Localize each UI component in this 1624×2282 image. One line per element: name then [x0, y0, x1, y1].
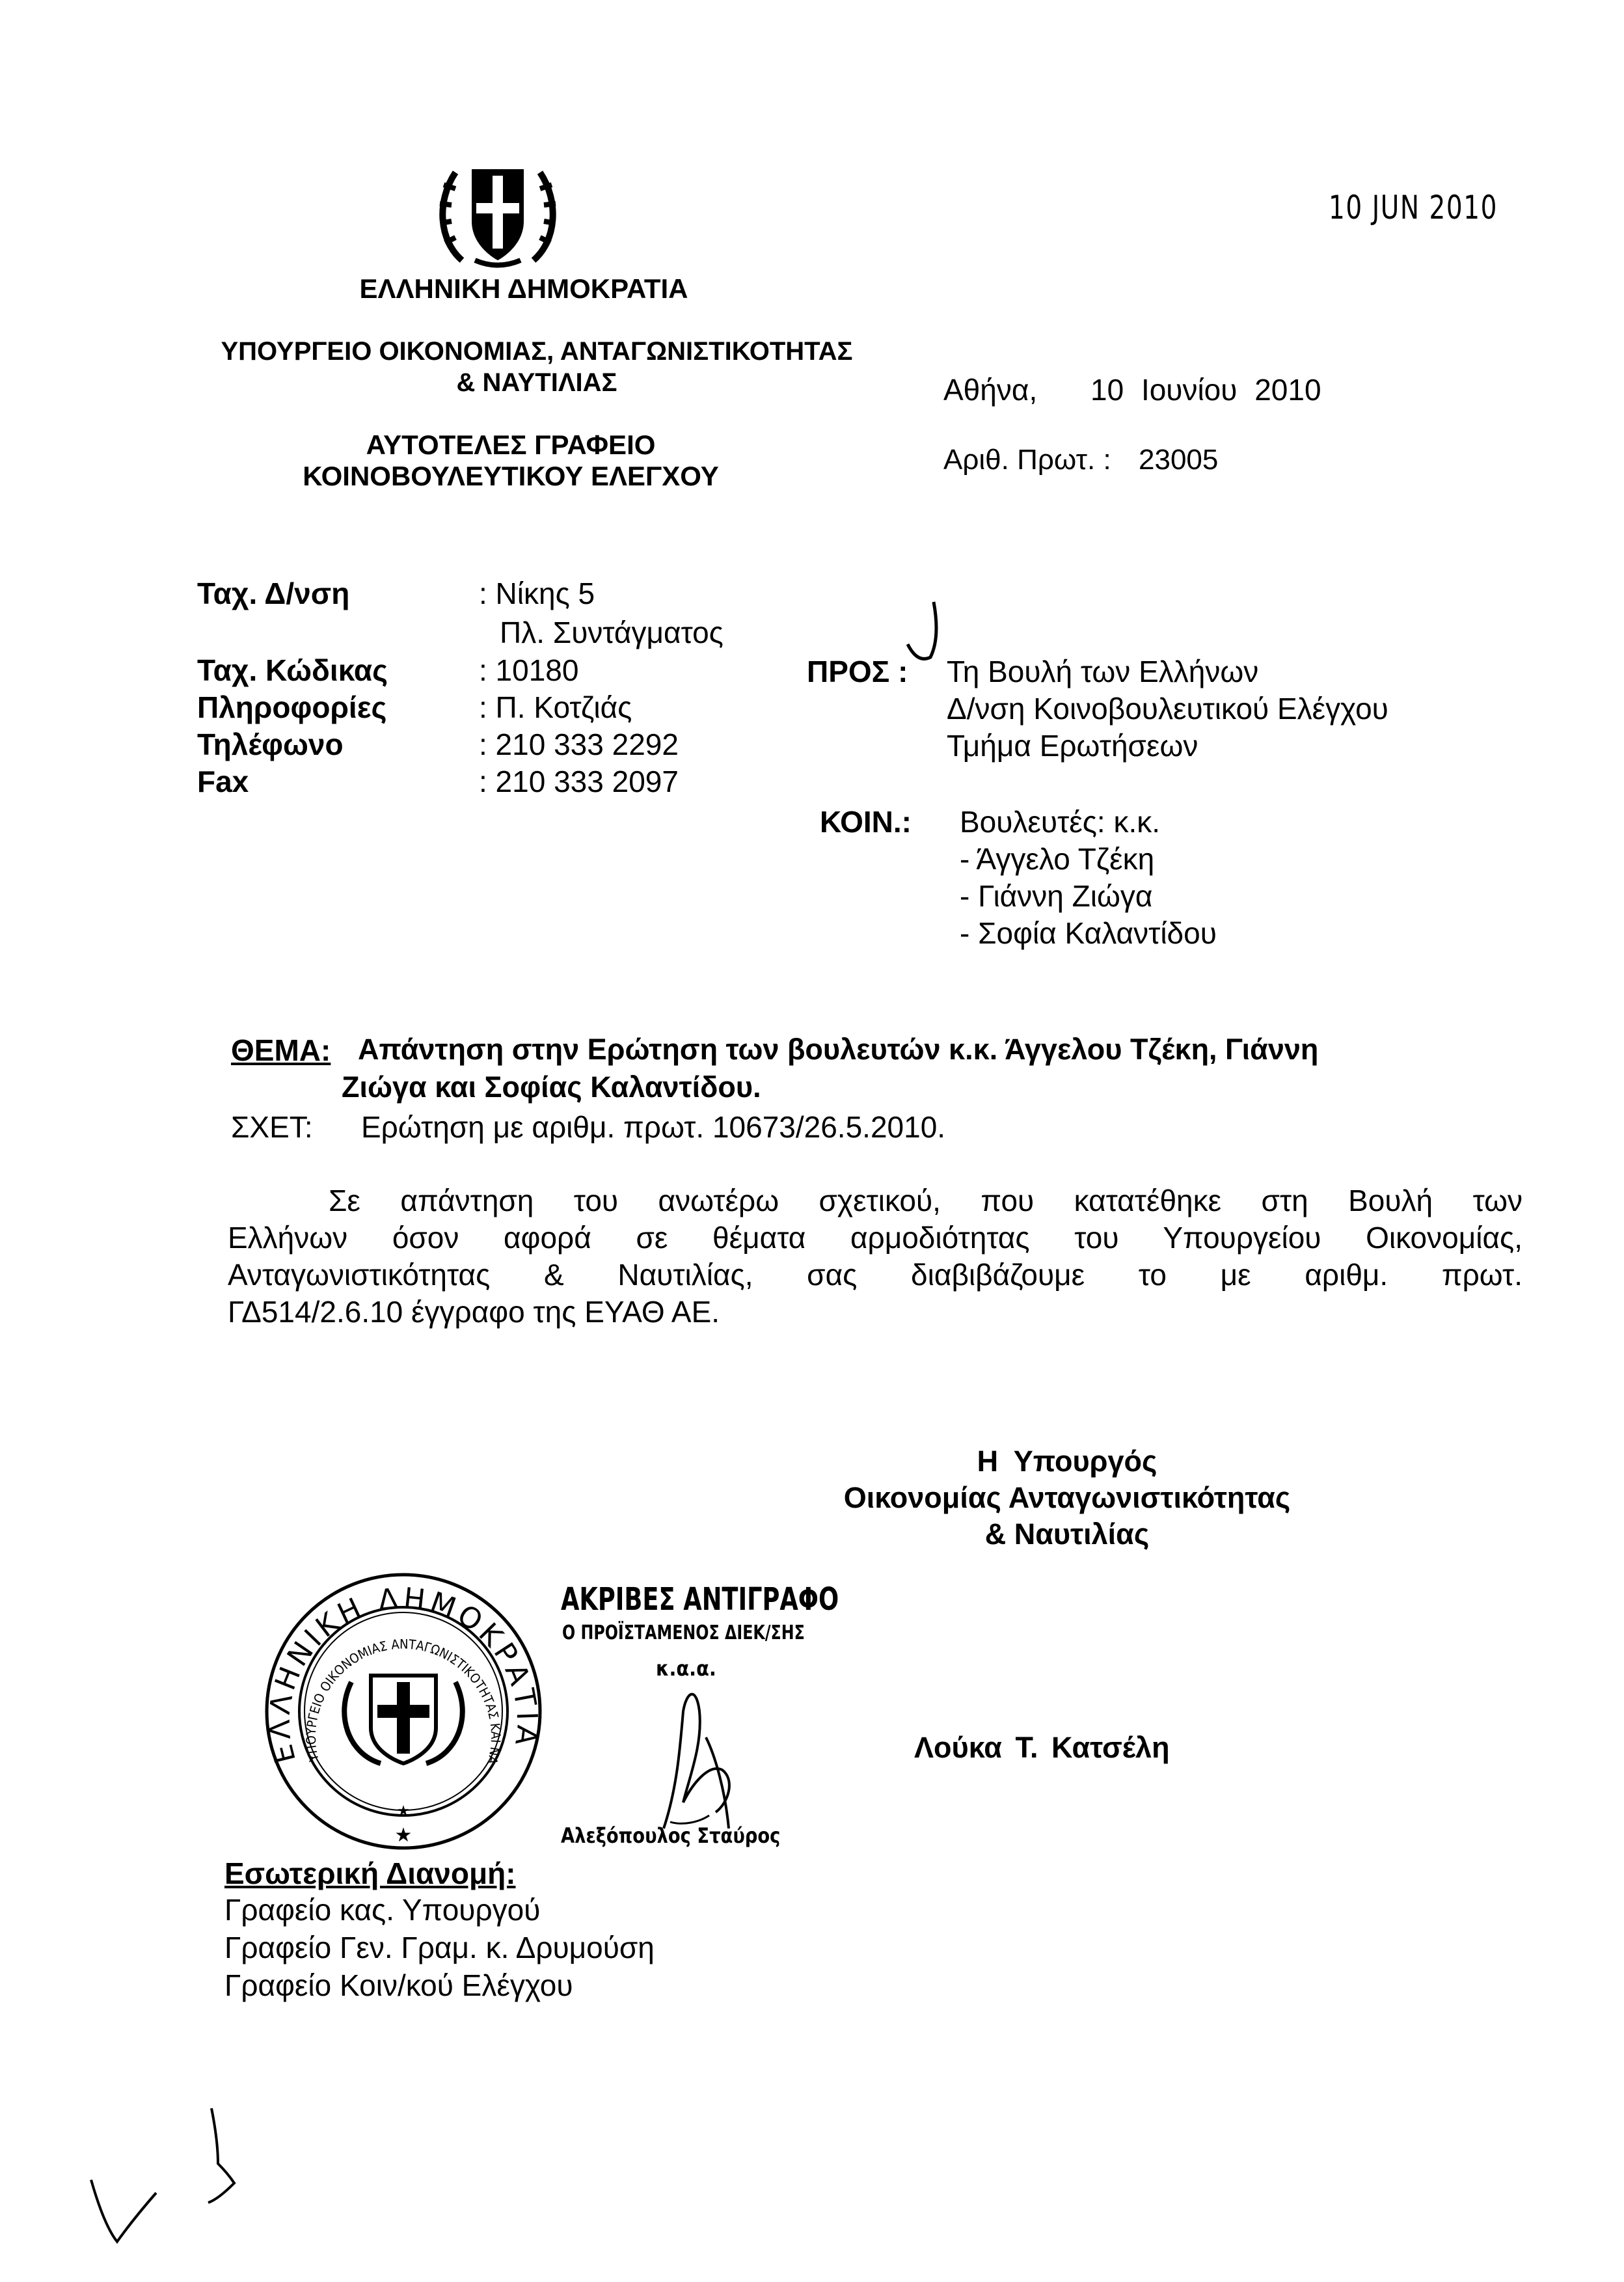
- subject-label: ΘΕΜΑ:: [231, 1033, 331, 1067]
- subject-line1: Απάντηση στην Ερώτηση των βουλευτών κ.κ. Άγγελου Τζέκη, Γιάννη: [358, 1033, 1319, 1066]
- copy-stamp-name: Αλεξόπουλος Σταύρος: [561, 1823, 781, 1848]
- ministry-name-line1: ΥΠΟΥΡΓΕΙΟ ΟΙΚΟΝΟΜΙΑΣ, ΑΝΤΑΓΩΝΙΣΤΙΚΟΤΗΤΑΣ: [221, 337, 853, 366]
- place: Αθήνα,: [943, 373, 1038, 407]
- greek-emblem-icon: [436, 150, 560, 273]
- cc-item: - Γιάννη Ζιώγα: [960, 879, 1153, 913]
- phone-label: Τηλέφωνο: [197, 727, 344, 761]
- subject-line2: Ζιώγα και Σοφίας Καλαντίδου.: [342, 1070, 761, 1104]
- seal-outer-text: ΕΛΛΗΝΙΚΗ ΔΗΜΟΚΡΑΤΙΑ: [263, 1581, 544, 1767]
- info-label: Πληροφορίες: [197, 690, 387, 724]
- signatory-ministry: Οικονομίας Ανταγωνιστικότητας: [843, 1481, 1291, 1514]
- distribution-item: Γραφείο Γεν. Γραμ. κ. Δρυμούση: [224, 1931, 655, 1964]
- document-date: 10 Ιουνίου 2010: [1090, 373, 1321, 407]
- republic-heading: ΕΛΛΗΝΙΚΗ ΔΗΜΟΚΡΑΤΙΑ: [359, 273, 688, 304]
- office-name-line1: ΑΥΤΟΤΕΛΕΣ ΓΡΑΦΕΙΟ: [366, 429, 656, 460]
- reference-label: ΣΧΕΤ:: [231, 1110, 313, 1144]
- check-mark-icon: [895, 599, 960, 670]
- signatory-title: Η Υπουργός: [977, 1445, 1157, 1478]
- protocol-label: Αριθ. Πρωτ. :: [943, 444, 1111, 476]
- copy-stamp-kaa: κ.α.α.: [656, 1656, 716, 1681]
- cc-item: - Άγγελο Τζέκη: [960, 842, 1155, 876]
- zip-label: Ταχ. Κώδικας: [197, 653, 388, 687]
- distribution-title: Εσωτερική Διανομή:: [224, 1856, 516, 1890]
- recipient-line2: Δ/νση Κοινοβουλευτικού Ελέγχου: [947, 692, 1388, 726]
- seal-inner-text: ΥΠΟΥΡΓΕΙΟ ΟΙΚΟΝΟΜΙΑΣ ΑΝΤΑΓΩΝΙΣΤΙΚΟΤΗΤΑΣ ΚΑΙ ΝΑ: [303, 1636, 504, 1766]
- recipient-line1: Τη Βουλή των Ελλήνων: [947, 655, 1259, 688]
- signatory-ministry-line2: & Ναυτιλίας: [984, 1517, 1150, 1551]
- body-line: Ανταγωνιστικότητας & Ναυτιλίας, σας διαβιβάζουμε το με αριθμ. πρωτ.: [228, 1258, 1522, 1292]
- copy-stamp-role: Ο ΠΡΟΪΣΤΑΜΕΝΟΣ ΔΙΕΚ/ΣΗΣ: [562, 1622, 805, 1644]
- body-paragraph: [228, 1182, 1522, 1331]
- address-value-line2: Πλ. Συντάγματος: [500, 616, 724, 649]
- body-line: ΓΔ514/2.6.10 έγγραφο της ΕΥΑΘ ΑΕ.: [228, 1295, 720, 1329]
- svg-text:★: ★: [394, 1824, 413, 1847]
- official-seal: [257, 1565, 550, 1858]
- zip-value: : 10180: [479, 653, 579, 687]
- recipient-label: ΠΡΟΣ :: [807, 655, 908, 688]
- seal-emblem-icon: [344, 1676, 463, 1763]
- body-line: Ελλήνων όσον αφορά σε θέματα αρμοδιότητας του Υπουργείου Οικονομίας,: [228, 1221, 1522, 1255]
- cc-label: ΚΟΙΝ.:: [820, 805, 912, 839]
- fax-value: : 210 333 2097: [479, 765, 679, 798]
- distribution-item: Γραφείο κας. Υπουργού: [224, 1893, 541, 1927]
- ministry-name-line2: & ΝΑΥΤΙΛΙΑΣ: [456, 368, 617, 397]
- copy-stamp-title: ΑΚΡΙΒΕΣ ΑΝΤΙΓΡΑΦΟ: [561, 1581, 839, 1618]
- distribution-item: Γραφείο Κοιν/κού Ελέγχου: [224, 1968, 573, 2002]
- info-value: : Π. Κοτζιάς: [479, 690, 632, 724]
- address-label: Ταχ. Δ/νση: [197, 577, 350, 610]
- recipient-line3: Τμήμα Ερωτήσεων: [947, 729, 1198, 763]
- cc-item: - Σοφία Καλαντίδου: [960, 916, 1217, 950]
- address-value: : Νίκης 5: [479, 577, 595, 610]
- check-mark-icon: [78, 2095, 260, 2258]
- signatory-name: Λούκα Τ. Κατσέλη: [914, 1731, 1170, 1764]
- reference-text: Ερώτηση με αριθμ. πρωτ. 10673/26.5.2010.: [361, 1110, 946, 1144]
- body-line: Σε απάντηση του ανωτέρω σχετικού, που κατατέθηκε στη Βουλή των: [329, 1184, 1522, 1217]
- svg-text:★: ★: [397, 1803, 410, 1819]
- handwritten-signature: [644, 1672, 761, 1848]
- office-name-line2: ΚΟΙΝΟΒΟΥΛΕΥΤΙΚΟΥ ΕΛΕΓΧΟΥ: [303, 461, 719, 491]
- protocol-number: 23005: [1139, 444, 1219, 476]
- cc-intro: Βουλευτές: κ.κ.: [960, 805, 1161, 839]
- fax-label: Fax: [197, 765, 249, 798]
- phone-value: : 210 333 2292: [479, 727, 679, 761]
- received-date-stamp: 10 JUN 2010: [1329, 189, 1498, 226]
